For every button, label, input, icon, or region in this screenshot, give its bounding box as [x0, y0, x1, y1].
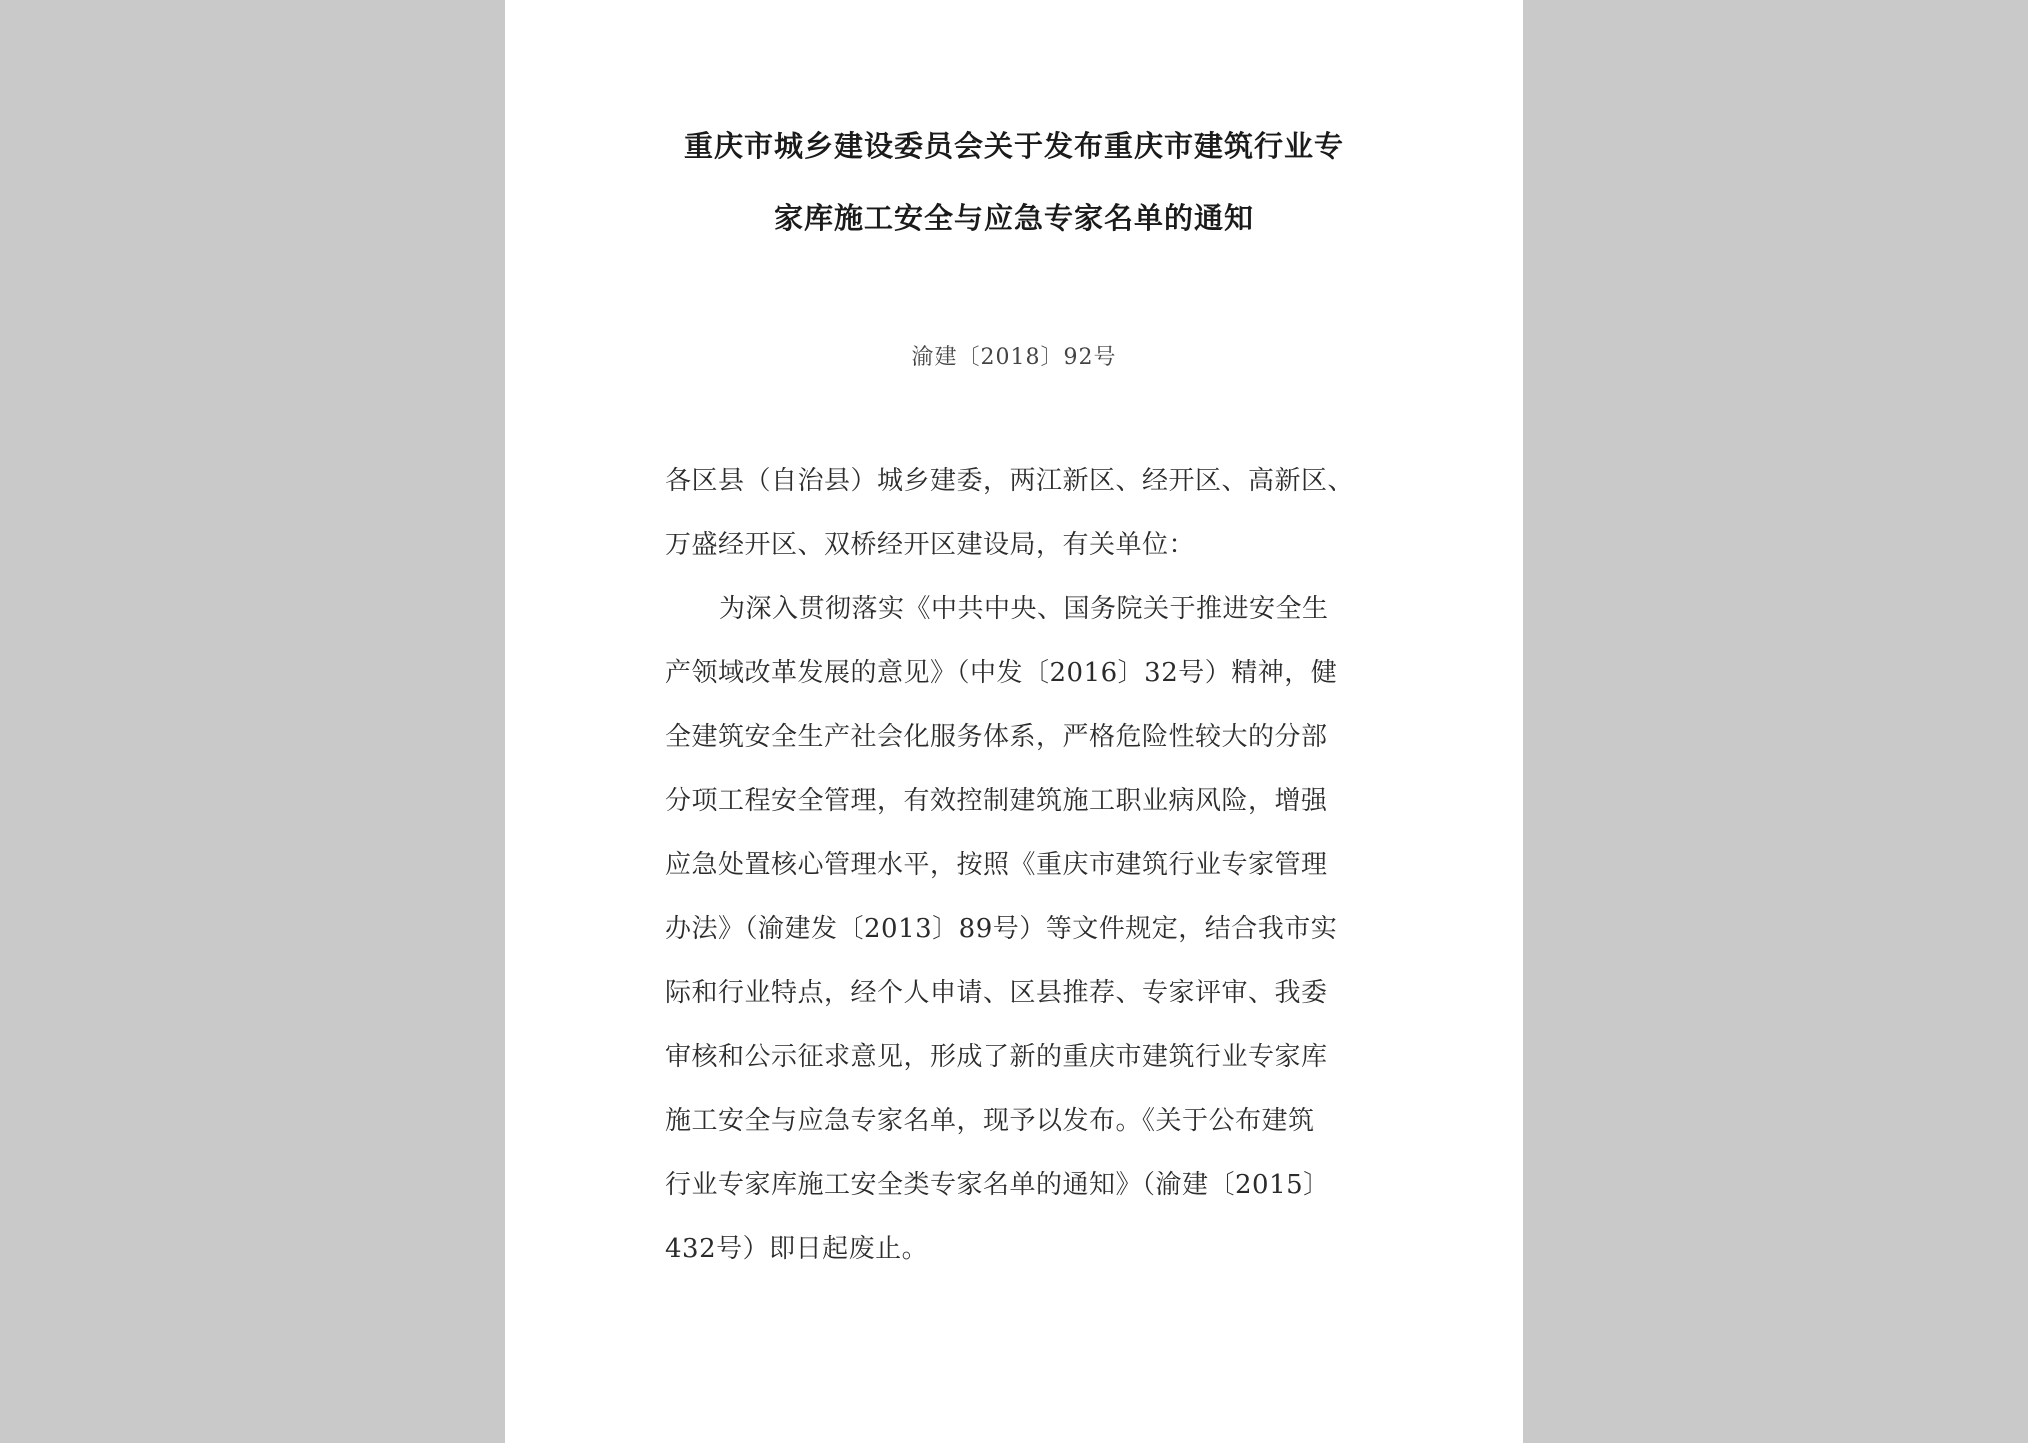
body-line: 际和行业特点，经个人申请、区县推荐、专家评审、我委 [665, 978, 1328, 1008]
body-line: 产领域改革发展的意见》（中发〔2016〕32号）精神，健 [665, 658, 1338, 688]
body-line: 全建筑安全生产社会化服务体系，严格危险性较大的分部 [665, 722, 1328, 752]
body-line: 432号）即日起废止。 [665, 1234, 929, 1264]
body-line: 审核和公示征求意见，形成了新的重庆市建筑行业专家库 [665, 1042, 1328, 1072]
document-number: 渝建〔2018〕92号 [911, 345, 1117, 370]
body-line: 办法》（渝建发〔2013〕89号）等文件规定，结合我市实 [665, 914, 1338, 944]
body-line: 施工安全与应急专家名单，现予以发布。《关于公布建筑 [665, 1106, 1315, 1136]
body-line: 行业专家库施工安全类专家名单的通知》（渝建〔2015〕 [665, 1170, 1330, 1200]
body-line: 为深入贯彻落实《中共中央、国务院关于推进安全生 [719, 594, 1329, 624]
body-line: 分项工程安全管理，有效控制建筑施工职业病风险，增强 [665, 786, 1328, 816]
document-title-line-2: 家库施工安全与应急专家名单的通知 [773, 201, 1254, 235]
addressee-line-1: 各区县（自治县）城乡建委，两江新区、经开区、高新区、 [665, 466, 1355, 496]
document-page [505, 0, 1523, 1443]
body-line: 应急处置核心管理水平，按照《重庆市建筑行业专家管理 [665, 850, 1328, 880]
document-title-line-1: 重庆市城乡建设委员会关于发布重庆市建筑行业专 [683, 129, 1344, 163]
addressee-line-2: 万盛经开区、双桥经开区建设局，有关单位： [665, 530, 1196, 560]
